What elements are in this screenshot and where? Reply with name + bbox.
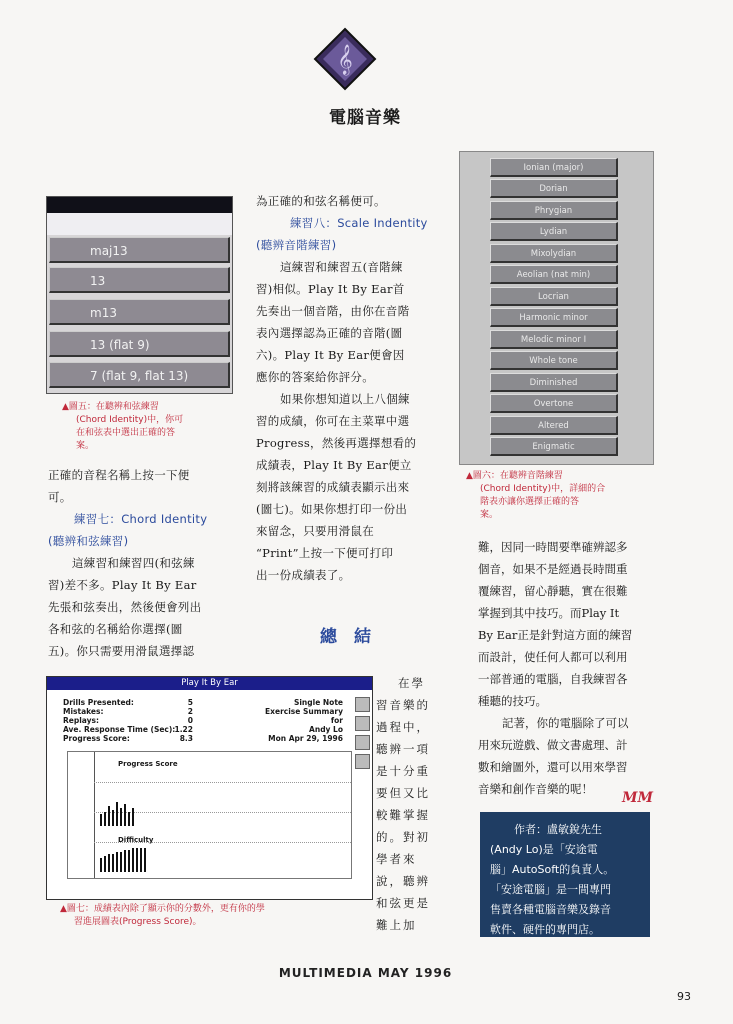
text-line: 一部普通的電腦，自我練習各 [478, 672, 628, 686]
exercise8-heading: 練習八：Scale Indentity [290, 216, 428, 230]
text-line: 六)。Play It By Ear便會因 [256, 348, 405, 362]
caption-line: 案。 [480, 510, 499, 520]
caption-line: 案。 [76, 441, 95, 451]
summary-heading: 總 結 [320, 627, 371, 647]
caption-line: 習進展圖表(Progress Score)。 [74, 917, 202, 927]
chord-list-figure [46, 196, 233, 394]
figure6-caption [466, 470, 656, 522]
figure-top-bar [47, 197, 232, 213]
side-toolbar-button[interactable] [355, 697, 370, 712]
right-column-text [478, 536, 658, 800]
caption-line: ▲圖五：在聽辨和弦練習 [62, 402, 159, 412]
summary-line: Single Note [293, 698, 343, 707]
text-line: 而設計，使任何人都可以利用 [478, 650, 628, 664]
progress-graph [67, 751, 352, 879]
text-line: 正確的音程名稱上按一下便 [48, 468, 190, 482]
scale-option-button[interactable]: Harmonic minor [490, 308, 618, 327]
stat-value: 5 [187, 698, 193, 707]
scale-option-button[interactable]: Enigmatic [490, 437, 618, 456]
scale-option-button[interactable]: Phrygian [490, 201, 618, 220]
author-line: 「安途電腦」是一間專門 [490, 883, 611, 896]
text-line: 記著，你的電腦除了可以 [502, 716, 629, 730]
scale-option-button[interactable]: Whole tone [490, 351, 618, 370]
text-line: 出一份成績表了。 [256, 568, 351, 582]
chord-option-button[interactable]: m13 [49, 299, 230, 325]
text-line: (圖七)。如果你想打印一份出 [256, 502, 408, 516]
figure5-caption [62, 401, 232, 453]
figure7-caption [60, 903, 370, 929]
text-line: 各和弦的名稱給你選擇(圖 [48, 622, 183, 636]
text-line: 掌握到其中技巧。而Play It [478, 606, 620, 620]
chord-option-button[interactable]: 7 (flat 9, flat 13) [49, 362, 230, 388]
graph-label: Difficulty [118, 836, 154, 844]
text-line: 和弦更是 [376, 896, 430, 910]
author-line: 腦」AutoSoft的負責人。 [490, 863, 615, 876]
text-line: 個音，如果不是經過長時間重 [478, 562, 628, 576]
text-line: 刻將該練習的成績表顯示出來 [256, 480, 410, 494]
exercise8-subheading: (聽辨音階練習) [256, 238, 337, 252]
window-title-bar: Play It By Ear [47, 677, 372, 690]
page-number: 93 [677, 990, 691, 1003]
text-line: 習音樂的 [376, 698, 430, 712]
summary-line: Andy Lo [309, 725, 343, 734]
scale-option-button[interactable]: Lydian [490, 222, 618, 241]
text-line: 是十分重 [376, 764, 430, 778]
text-line: 如果你想知道以上八個練 [280, 392, 410, 406]
text-line: 數和繪圖外，還可以用來學習 [478, 760, 628, 774]
text-line: 用來玩遊戲、做文書處理、計 [478, 738, 628, 752]
author-signature: MM [622, 790, 653, 806]
stat-label: Progress Score: [63, 734, 130, 743]
progress-report-window [46, 676, 373, 900]
graph-label: Progress Score [118, 760, 178, 768]
stat-label: Mistakes: [63, 707, 104, 716]
text-line: 在學 [398, 676, 425, 690]
scale-option-button[interactable]: Altered [490, 416, 618, 435]
exercise7-heading: 練習七：Chord Identity [74, 512, 208, 526]
exercise7-subheading: (聽辨和弦練習) [48, 534, 129, 548]
scale-option-button[interactable]: Diminished [490, 373, 618, 392]
caption-line: ▲圖六：在聽辨音階練習 [466, 471, 563, 481]
author-line: 軟件、硬件的專門店。 [490, 923, 600, 936]
scale-list-figure [459, 151, 654, 465]
text-line: 較難掌握 [376, 808, 430, 822]
scale-option-button[interactable]: Melodic minor I [490, 330, 618, 349]
text-line: 聽辨一項 [376, 742, 430, 756]
caption-line: (Chord Identity)中，你可 [76, 415, 184, 425]
text-line: 這練習和練習五(音階練 [280, 260, 403, 274]
text-line: “Print”上按一下便可打印 [256, 546, 394, 560]
text-line: 習)相似。Play It By Ear首 [256, 282, 405, 296]
text-line: 成績表，Play It By Ear便立 [256, 458, 412, 472]
stat-value: 0 [187, 716, 193, 725]
summary-text [376, 672, 440, 936]
side-toolbar-button[interactable] [355, 735, 370, 750]
summary-line: Exercise Summary [265, 707, 343, 716]
text-line: 可。 [48, 490, 72, 504]
summary-line: for [330, 716, 343, 725]
caption-line: 在和弦表中選出正確的答 [76, 428, 176, 438]
text-line: 過程中， [376, 720, 430, 734]
caption-line: ▲圖七：成績表內除了顯示你的分數外，更有你的學 [60, 904, 265, 914]
summary-line: Mon Apr 29, 1996 [268, 734, 343, 743]
text-line: 表內選擇認為正確的音階(圖 [256, 326, 403, 340]
scale-option-button[interactable]: Aeolian (nat min) [490, 265, 618, 284]
text-line: 習的成績，你可在主菜單中選 [256, 414, 410, 428]
side-toolbar-button[interactable] [355, 716, 370, 731]
scale-option-button[interactable]: Mixolydian [490, 244, 618, 263]
text-line: 要但又比 [376, 786, 430, 800]
left-column-text [48, 464, 238, 662]
author-info-box [480, 812, 650, 937]
author-line: 作者：盧敏銳先生 [514, 823, 602, 836]
stat-label: Ave. Response Time (Sec): [63, 725, 176, 734]
text-line: 學者來 [376, 852, 417, 866]
caption-line: 階表亦讓你選擇正確的答 [480, 497, 580, 507]
stat-value: 1.22 [174, 725, 193, 734]
text-line: 說，聽辨 [376, 874, 430, 888]
magazine-footer-logo: MULTIMEDIA MAY 1996 [278, 966, 453, 980]
stat-value: 2 [187, 707, 193, 716]
chord-option-button[interactable]: 13 [49, 267, 230, 293]
text-line: 先奏出一個音階，由你在音階 [256, 304, 410, 318]
text-line: 難，因同一時間要準確辨認多 [478, 540, 628, 554]
scale-option-button[interactable]: Locrian [490, 287, 618, 306]
chord-option-button[interactable]: 13 (flat 9) [49, 331, 230, 357]
text-line: 先張和弦奏出，然後便會列出 [48, 600, 202, 614]
side-toolbar-button[interactable] [355, 754, 370, 769]
caption-line: (Chord Identity)中，詳細的合 [480, 484, 606, 494]
text-line: 難上加 [376, 918, 417, 932]
chord-option-button[interactable]: maj13 [49, 237, 230, 263]
scale-option-button[interactable]: Dorian [490, 179, 618, 198]
scale-option-button[interactable]: Overtone [490, 394, 618, 413]
stat-label: Drills Presented: [63, 698, 134, 707]
text-line: 這練習和練習四(和弦練 [72, 556, 195, 570]
text-line: 種聽的技巧。 [478, 694, 547, 708]
progress-bars [98, 792, 158, 876]
text-line: 應你的答案給你評分。 [256, 370, 374, 384]
stat-value: 8.3 [179, 734, 193, 743]
text-line: Progress，然後再選擇想看的 [256, 436, 417, 450]
text-line: 五)。你只需要用滑鼠選擇認 [48, 644, 195, 658]
middle-column-text [256, 190, 441, 586]
music-note-logo-icon [313, 27, 377, 91]
text-line: By Ear正是針對這方面的練習 [478, 628, 633, 642]
author-line: (Andy Lo)是「安途電 [490, 843, 598, 856]
svg-text:𝄞: 𝄞 [337, 45, 353, 75]
text-line: 覆練習，留心靜聽，實在很難 [478, 584, 628, 598]
text-line: 來留念，只要用滑鼠在 [256, 524, 374, 538]
text-line: 習)差不多。Play It By Ear [48, 578, 197, 592]
text-line: 音樂和創作音樂的呢！ [478, 782, 593, 796]
author-line: 售賣各種電腦音樂及錄音 [490, 903, 611, 916]
text-line: 的。對初 [376, 830, 430, 844]
section-title: 電腦音樂 [329, 108, 401, 128]
figure-blank-row [47, 213, 232, 235]
stat-label: Replays: [63, 716, 99, 725]
scale-option-button[interactable]: Ionian (major) [490, 158, 618, 177]
text-line: 為正確的和弦名稱便可。 [256, 194, 386, 208]
